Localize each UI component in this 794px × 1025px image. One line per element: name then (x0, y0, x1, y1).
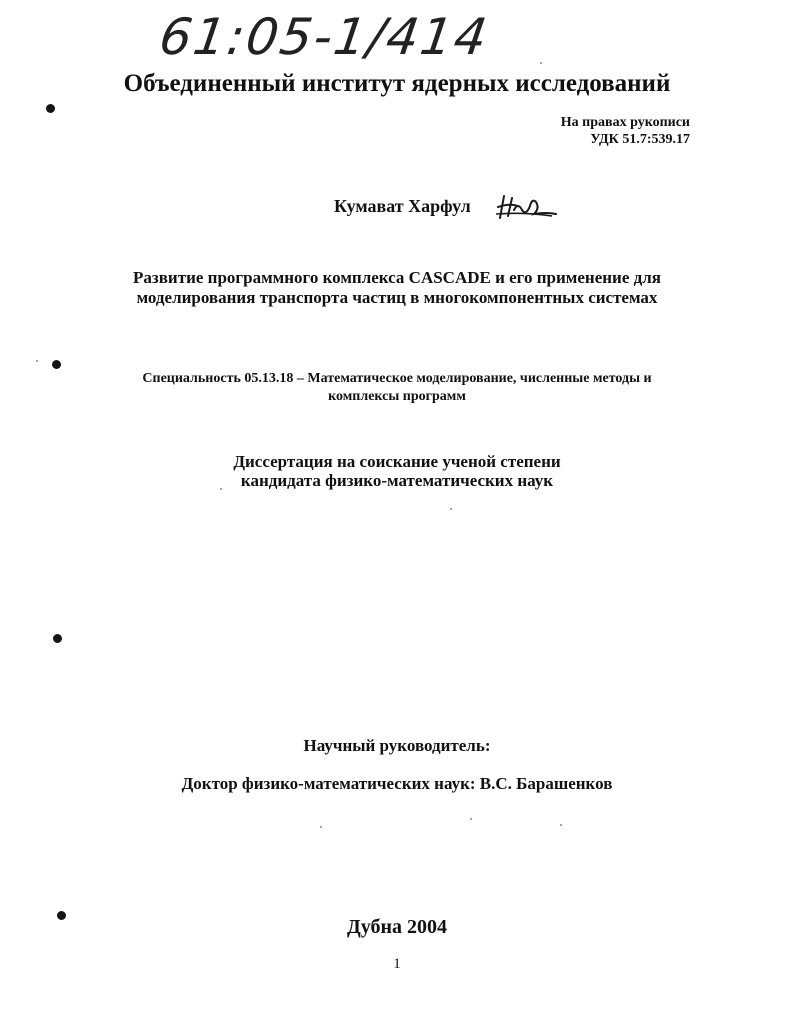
title-line: моделирования транспорта частиц в многокомпонентных системах (136, 288, 658, 307)
udc-code: УДК 51.7:539.17 (590, 132, 690, 147)
speciality-line: комплексы программ (328, 389, 466, 404)
scan-speck (36, 360, 38, 362)
punch-hole-mark (46, 104, 55, 113)
page-number: 1 (393, 956, 401, 972)
supervisor-name: Доктор физико-математических наук: В.С. Барашенков (181, 774, 613, 793)
rights-label: На правах рукописи (560, 115, 690, 130)
scan-speck (560, 824, 562, 826)
speciality (0, 370, 794, 406)
institute-heading: Объединенный институт ядерных исследований (123, 70, 671, 97)
supervisor-heading: Научный руководитель: (303, 736, 491, 755)
degree-statement (0, 452, 794, 490)
city-year: Дубна 2004 (346, 916, 448, 938)
scan-speck (540, 62, 542, 64)
degree-line: Диссертация на соискание ученой степени (233, 452, 561, 471)
author-signature (494, 192, 558, 222)
title-line: Развитие программного комплекса CASCADE и его применение для (133, 268, 661, 287)
scan-speck (470, 818, 472, 820)
degree-line: кандидата физико-математических наук (240, 471, 554, 490)
punch-hole-mark (52, 360, 61, 369)
scan-speck (450, 508, 452, 510)
speciality-line: Специальность 05.13.18 – Математическое моделирование, численные методы и (142, 371, 652, 386)
dissertation-title (0, 268, 794, 308)
punch-hole-mark (53, 634, 62, 643)
author-name: Кумават Харфул (334, 196, 471, 216)
scan-speck (320, 826, 322, 828)
handwritten-archive-number: 61:05-1/414 (155, 8, 493, 66)
rights-block (561, 114, 690, 148)
